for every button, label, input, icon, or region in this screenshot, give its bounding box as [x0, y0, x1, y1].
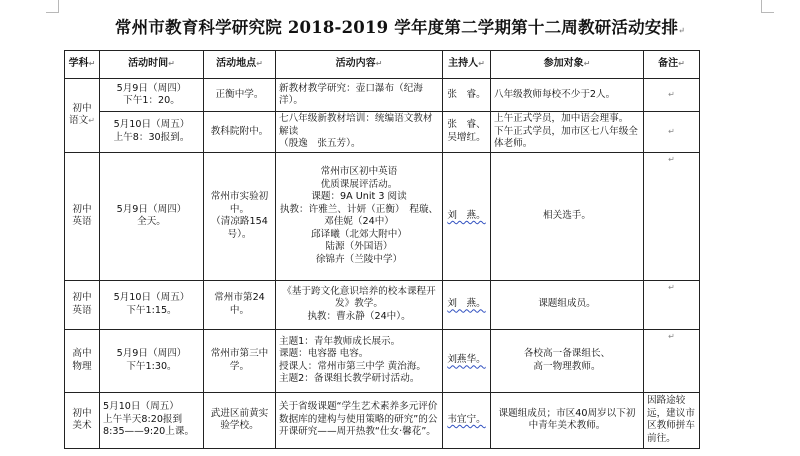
cell-audience: 相关选手。 — [491, 152, 644, 280]
header-note: 备注↵ — [644, 51, 700, 79]
cell-place: 武进区前黄实验学校。 — [204, 392, 276, 448]
cell-time: 5月10日（周五） 下午1:15。 — [100, 280, 204, 329]
cell-subject: 初中英语 — [65, 152, 100, 280]
cell-audience: 各校高一备课组长、 高一物理教师。 — [491, 329, 644, 392]
table-row — [65, 392, 700, 448]
cell-note: ↵ — [644, 329, 700, 392]
cell-content: 关于省级课题“学生艺术素养多元评价数据库的建构与使用策略的研究”的公开课研究——周开热教“仕女·馨花”。 — [276, 392, 443, 448]
cell-place: 常州市第三中学。 — [204, 329, 276, 392]
table-row — [65, 280, 700, 329]
cell-subject: 初中英语 — [65, 280, 100, 329]
cell-host: 张 睿。 — [443, 79, 491, 112]
table-row — [65, 79, 700, 112]
cell-time: 5月9日（周四） 全天。 — [100, 152, 204, 280]
cell-content: 七八年级新教材培训：统编语文教材解读 （殷逸 张五芳）。 — [276, 112, 443, 153]
page-title: 常州市教育科学研究院 2018-2019 学年度第二学期第十二周教研活动安排↵ — [114, 18, 686, 37]
header-content: 活动内容↵ — [276, 51, 443, 79]
header-subject: 学科↵ — [65, 51, 100, 79]
header-audience: 参加对象↵ — [491, 51, 644, 79]
cell-time: 5月9日（周四） 下午1:30。 — [100, 329, 204, 392]
cell-subject: 初中美术 — [65, 392, 100, 448]
cell-place: 正衡中学。 — [204, 79, 276, 112]
cell-place: 常州市第24中。 — [204, 280, 276, 329]
cell-note: 因路途较远，建议市区教师拼车前往。 — [644, 392, 700, 448]
cell-audience: 课题组成员。 — [491, 280, 644, 329]
cell-note: ↵ — [644, 79, 700, 112]
cell-time: 5月9日（周四） 下午1：20。 — [100, 79, 204, 112]
page-corner-mark-right — [761, 0, 774, 13]
cell-subject: 高中物理 — [65, 329, 100, 392]
cell-host: 刘 燕。 — [443, 280, 491, 329]
header-time: 活动时间↵ — [100, 51, 204, 79]
schedule-table — [64, 50, 700, 449]
table-row — [65, 152, 700, 280]
cell-note: ↵ — [644, 152, 700, 280]
header-place: 活动地点↵ — [204, 51, 276, 79]
header-row — [65, 51, 700, 79]
cell-subject: 初中语文↵ — [65, 79, 100, 153]
cell-content: 主题1：青年教师成长展示。 课题：电容器 电容。 授课人：常州市第三中学 黄治海。 主题2：备课组长教学研讨活动。 — [276, 329, 443, 392]
cell-note: ↵ — [644, 280, 700, 329]
cell-audience: 八年级教师每校不少于2人。 — [491, 79, 644, 112]
cell-host: 张 睿、 吴增红。 — [443, 112, 491, 153]
table-row — [65, 329, 700, 392]
cell-host: 韦宜宁。 — [443, 392, 491, 448]
page-corner-mark-left — [46, 0, 59, 13]
cell-audience: 上午正式学员，加中语会理事。 下午正式学员，加市区七八年级全体老师。 — [491, 112, 644, 153]
cell-time: 5月10日（周五） 上午8：30报到。 — [100, 112, 204, 153]
cell-time: 5月10日（周五） 上午半天8:20报到 8:35——9:20上课。 — [100, 392, 204, 448]
cell-content: 常州市区初中英语 优质课展评活动。 课题：9A Unit 3 阅读 执教：许雅兰、计妍（正衡） 程璇、邓佳妮（24中） 邱译曦（北郊大附中） 陆源（外国语） 徐锦卉（兰陵中学） — [276, 152, 443, 280]
cell-place: 教科院附中。 — [204, 112, 276, 153]
cell-host: 刘燕华。 — [443, 329, 491, 392]
cell-host: 刘 燕。 — [443, 152, 491, 280]
table-row — [65, 112, 700, 153]
cell-place: 常州市实验初中。 （清凉路154号）。 — [204, 152, 276, 280]
cell-note: ↵ — [644, 112, 700, 153]
cell-audience: 课题组成员；市区40周岁以下初中青年美术教师。 — [491, 392, 644, 448]
cell-content: 《基于跨文化意识培养的校本课程开发》教学。 执教：曹永静（24中）。 — [276, 280, 443, 329]
header-host: 主持人↵ — [443, 51, 491, 79]
cell-content: 新教材教学研究：壶口瀑布（纪海洋）。 — [276, 79, 443, 112]
